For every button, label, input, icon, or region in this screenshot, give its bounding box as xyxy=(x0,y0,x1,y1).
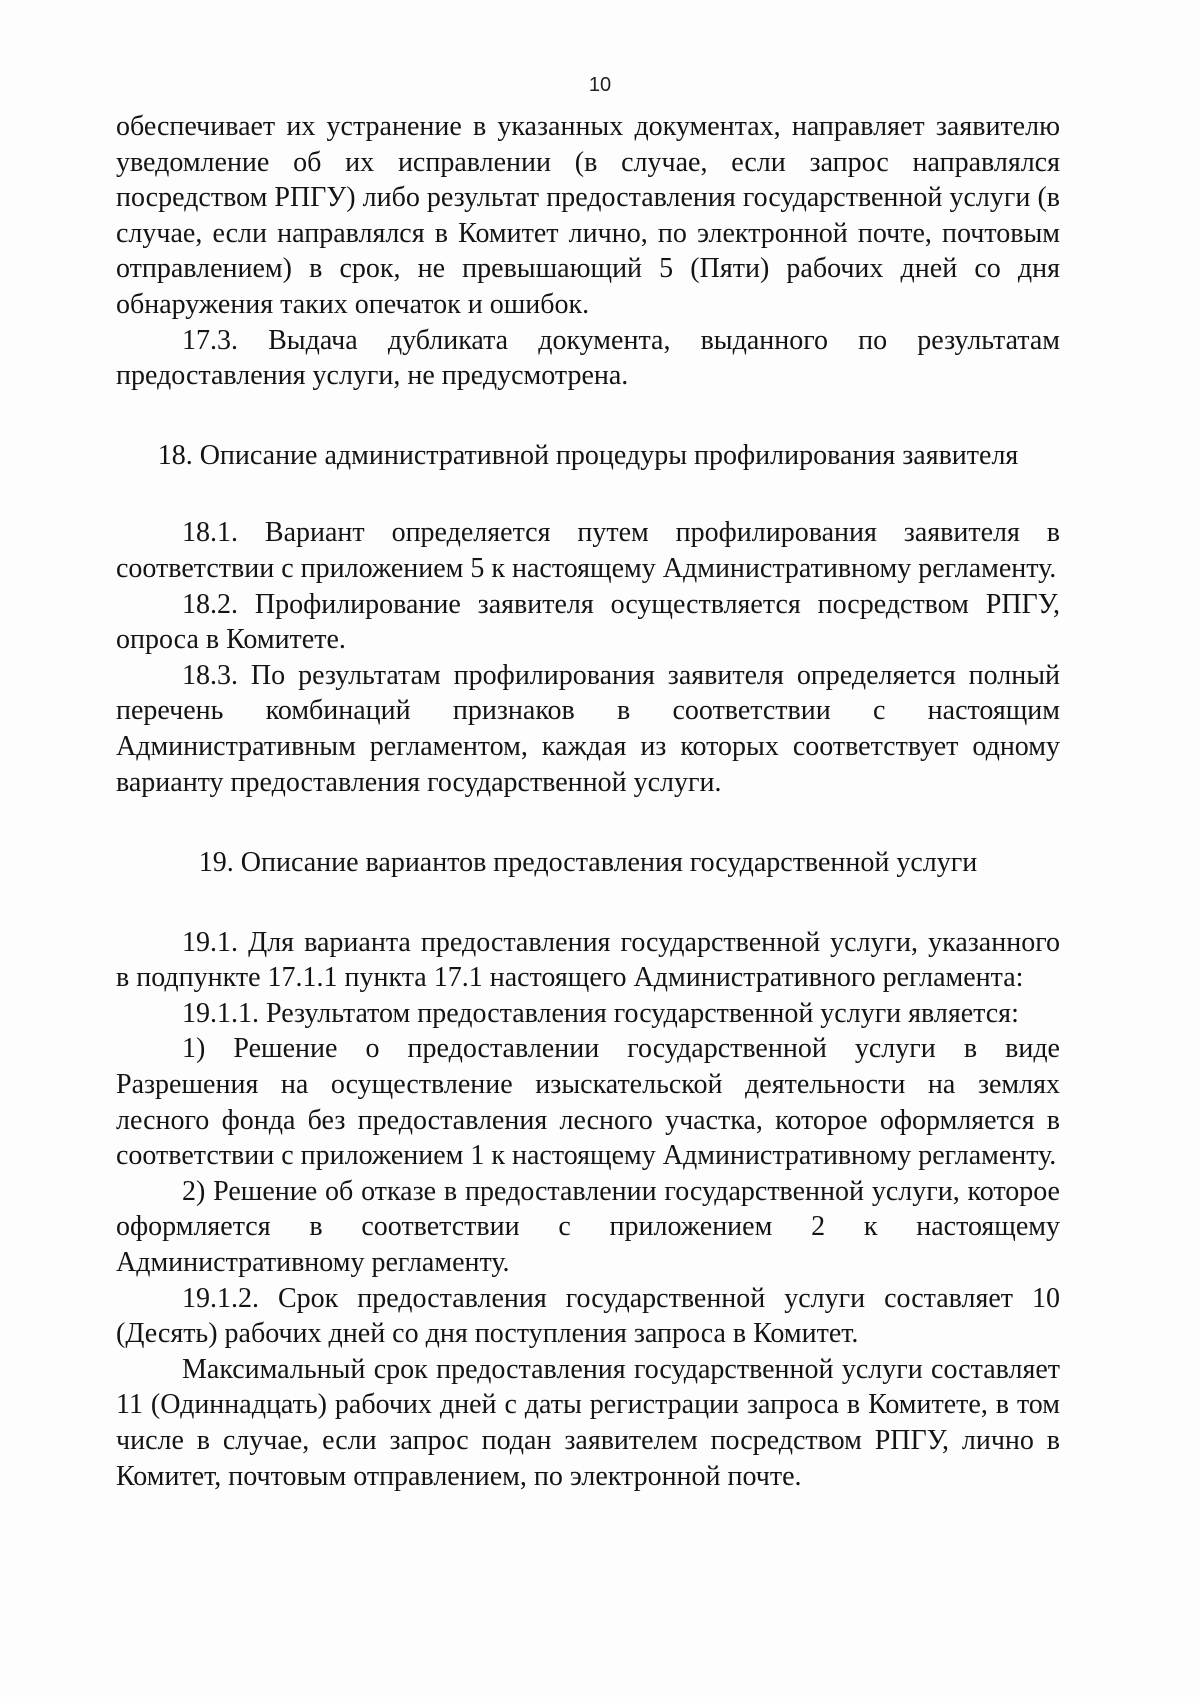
paragraph-19-1-1: 19.1.1. Результатом предоставления государственной услуги является: xyxy=(182,997,1019,1029)
section-18-heading: 18. Описание административной процедуры профилирования заявителя xyxy=(157,439,1019,471)
paragraph-18-2: 18.2. Профилирование заявителя осуществляется посредством РПГУ, опроса в Комитете. xyxy=(116,588,1060,656)
paragraph-17-3: 17.3. Выдача дубликата документа, выданного по результатам предоставления услуги, не предусмотрена. xyxy=(116,324,1060,392)
paragraph-18-1: 18.1. Вариант определяется путем профилирования заявителя в соответствии с приложением 5 к настоящему Административному регламенту. xyxy=(116,517,1060,584)
paragraph-continuation: обеспечивает их устранение в указанных документах, направляет заявителю уведомление об их исправлении (в случае, если запрос направлялся посредством РПГУ) либо результат предоставления государственной услуги (в случае, если направлялся в Комитет лично, по электронной почте, почтовым отправлением) в срок, не превышающий 5 (Пяти) рабочих дней со дня обнаружения таких опечаток и ошибок. xyxy=(116,111,1060,320)
document-body xyxy=(116,109,1060,1494)
section-19-heading: 19. Описание вариантов предоставления государственной услуги xyxy=(198,847,978,879)
paragraph-18-3: 18.3. По результатам профилирования заявителя определяется полный перечень комбинаций признаков в соответствии с настоящим Административным регламентом, каждая из которых соответствует одному варианту предоставления государственной услуги. xyxy=(116,659,1060,798)
list-item-1: 1) Решение о предоставлении государственной услуги в виде Разрешения на осуществление изыскательской деятельности на землях лесного фонда без предоставления лесного участка, которое оформляется в соответствии с приложением 1 к настоящему Административному регламенту. xyxy=(116,1033,1060,1172)
list-item-2: 2) Решение об отказе в предоставлении государственной услуги, которое оформляется в соответствии с приложением 2 к настоящему Административному регламенту. xyxy=(116,1175,1060,1279)
paragraph-max-term: Максимальный срок предоставления государственной услуги составляет 11 (Одиннадцать) рабочих дней с даты регистрации запроса в Комитете, в том числе в случае, если запрос подан заявителем посредством РПГУ, лично в Комитет, почтовым отправлением, по электронной почте. xyxy=(116,1353,1060,1492)
page-number: 10 xyxy=(588,74,612,96)
paragraph-19-1-2: 19.1.2. Срок предоставления государственной услуги составляет 10 (Десять) рабочих дней со дня поступления запроса в Комитет. xyxy=(116,1282,1060,1350)
paragraph-19-1: 19.1. Для варианта предоставления государственной услуги, указанного в подпункте 17.1.1 пункта 17.1 настоящего Административного регламента: xyxy=(116,926,1060,994)
